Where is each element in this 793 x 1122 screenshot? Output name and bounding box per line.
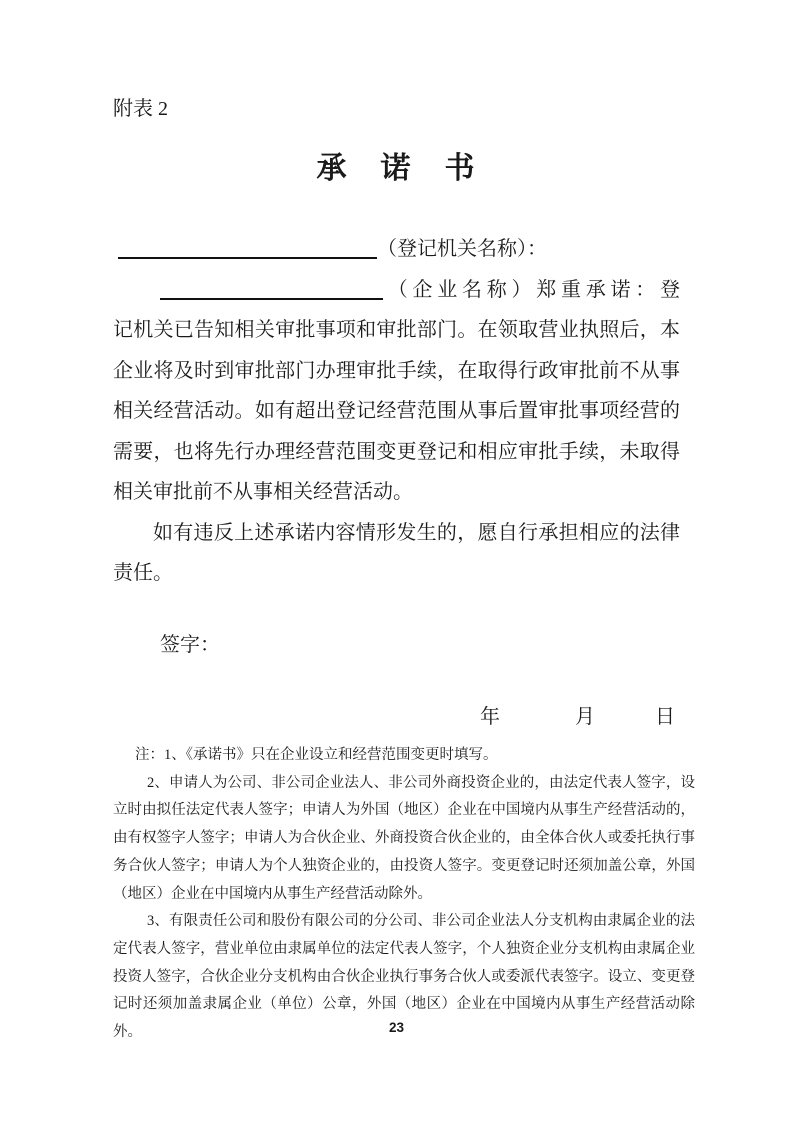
month-label: 月 bbox=[575, 706, 595, 728]
enterprise-name-line bbox=[113, 270, 680, 311]
body-line: 相关经营活动。如有超出登记经营范围从事后置审批事项经营的 bbox=[113, 400, 680, 422]
body-line: 需要，也将先行办理经营范围变更登记和相应审批手续，未取得 bbox=[113, 440, 680, 463]
document-title: 承 诺 书 bbox=[316, 152, 477, 185]
page-number: 23 bbox=[388, 1020, 405, 1035]
note-item: 3、有限责任公司和股份有限公司的分公司、非公司企业法人分支机构由隶属企业的法定代表人签字，营业单位由隶属单位的法定代表人签字，个人独资企业分支机构由隶属企业投资人签字，合伙企业分支机构由合伙企业执行事务合伙人或委派代表签字。设立、变更登记时还须加盖隶属企业（单位）公章，外国（地区）企业在中国境内从事生产经营活动除外。 bbox=[113, 913, 695, 1041]
registry-authority-line bbox=[113, 229, 680, 270]
note-item: 2、申请人为公司、非公司企业法人、非公司外商投资企业的，由法定代表人签字，设立时由拟任法定代表人签字；申请人为外国（地区）企业在中国境内从事生产经营活动的，由有权签字人签字；申请人为合伙企业、外商投资合伙企业的，由全体合伙人或委托执行事务合伙人签字；申请人为个人独资企业的，由投资人签字。变更登记时还须加盖公章，外国（地区）企业在中国境内从事生产经营活动除外。 bbox=[113, 774, 695, 902]
note-item: 注：1、《承诺书》只在企业设立和经营范围变更时填写。 bbox=[135, 747, 498, 763]
body-line: 相关审批前不从事相关经营活动。 bbox=[113, 481, 413, 503]
appendix-label: 附表 2 bbox=[113, 98, 168, 120]
enterprise-name-blank-underline bbox=[160, 278, 383, 300]
notes-section bbox=[113, 742, 695, 1047]
day-label: 日 bbox=[655, 706, 675, 728]
registry-authority-blank-underline bbox=[118, 237, 377, 259]
document-body bbox=[113, 229, 680, 594]
body-line: 记机关已告知相关审批事项和审批部门。在领取营业执照后，本 bbox=[113, 319, 680, 341]
body-line: 企业将及时到审批部门办理审批手续，在取得行政审批前不从事 bbox=[113, 359, 680, 382]
date-line bbox=[0, 700, 793, 728]
registry-authority-label: （登记机关名称）： bbox=[377, 238, 547, 260]
year-label: 年 bbox=[480, 706, 500, 728]
signature-label: 签字： bbox=[160, 634, 220, 656]
body-line: 如有违反上述承诺内容情形发生的，愿自行承担相应的法律 bbox=[153, 521, 680, 544]
enterprise-name-label: （企业名称）郑重承诺：登 bbox=[383, 278, 680, 301]
body-line: 责任。 bbox=[113, 562, 173, 584]
